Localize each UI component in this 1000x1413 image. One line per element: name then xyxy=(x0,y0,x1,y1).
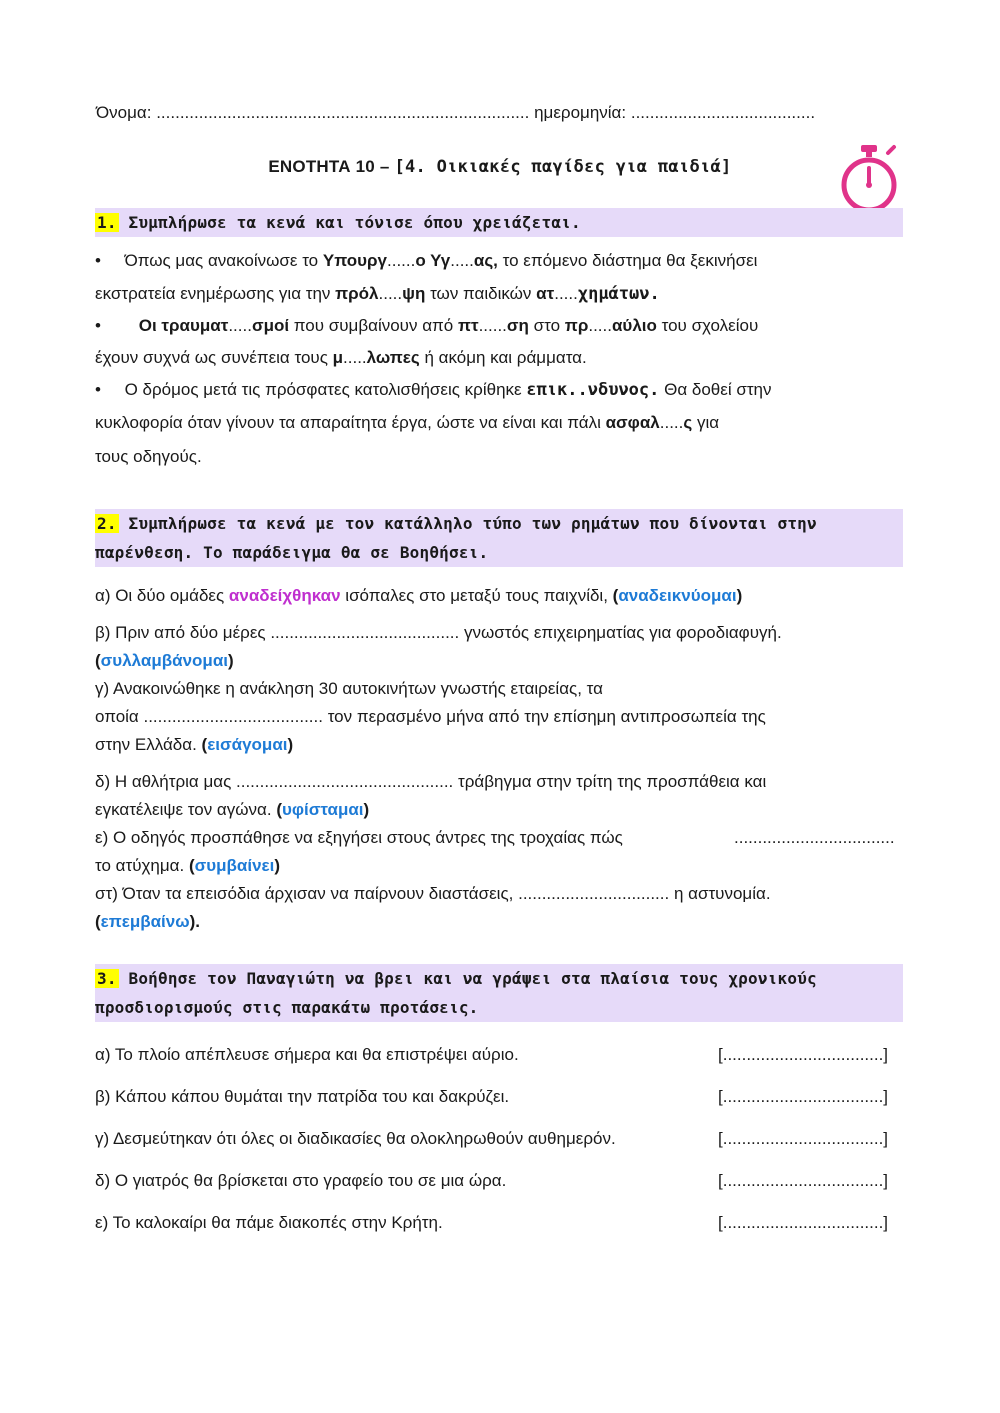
text-segment: αύλιο xyxy=(611,316,657,335)
text-segment: εκστρατεία ενημέρωσης για την xyxy=(95,284,336,303)
text-segment: χημάτων. xyxy=(577,284,660,304)
q2-item-d-line-2 xyxy=(95,800,369,820)
text-segment: στ) Όταν τα επεισόδια άρχισαν να παίρνουν διαστάσεις, ................................ η αστυνομία. xyxy=(95,884,771,903)
text-segment: ( xyxy=(612,586,619,605)
verb-hint: επεμβαίνω xyxy=(100,912,190,931)
bullet: • xyxy=(95,380,101,399)
text-segment: γ) Ανακοινώθηκε η ανάκληση 30 αυτοκινήτων γνωστής εταιρείας, τα xyxy=(95,679,603,698)
text-segment: ( xyxy=(201,735,208,754)
q2-instruction-bar xyxy=(95,509,903,567)
q3-instruction xyxy=(95,964,903,1022)
text-segment: πρόλ xyxy=(335,284,379,303)
verb-hint: συλλαμβάνομαι xyxy=(100,651,228,670)
q3-item-a-answer-box[interactable]: [..................................] xyxy=(718,1045,889,1064)
q1-instruction xyxy=(95,208,903,237)
text-segment: ) xyxy=(736,586,743,605)
text-segment: στην Ελλάδα. xyxy=(95,735,202,754)
name-blank[interactable]: ............................................................................... xyxy=(156,103,530,122)
text-segment: το επόμενο διάστημα θα ξεκινήσει xyxy=(497,251,758,270)
q1-paragraph-2-line-2 xyxy=(95,348,587,368)
text-segment: ) xyxy=(274,856,281,875)
q2-item-c-line-1 xyxy=(95,679,603,699)
q2-item-e-line-2 xyxy=(95,856,280,876)
q2-item-b-line-1 xyxy=(95,623,782,643)
blank[interactable]: ..... xyxy=(588,316,612,335)
text-segment: ς xyxy=(683,413,693,432)
text-segment: ). xyxy=(189,912,200,931)
text-segment: στο xyxy=(528,316,565,335)
text-segment: ) xyxy=(287,735,294,754)
q2-item-a xyxy=(95,586,742,606)
text-segment: εγκατέλειψε τον αγώνα. xyxy=(95,800,277,819)
date-blank[interactable]: ....................................... xyxy=(630,103,816,122)
title-dash: – xyxy=(379,157,390,176)
blank[interactable]: ..... xyxy=(554,284,578,303)
q3-item-d-text: δ) Ο γιατρός θα βρίσκεται στο γραφείο του σε μια ώρα. xyxy=(95,1171,507,1190)
verb-hint: υφίσταμαι xyxy=(281,800,364,819)
text-segment: ( xyxy=(276,800,282,819)
q1-instruction-text: Συμπλήρωσε τα κενά και τόνισε όπου χρειάζεται. xyxy=(128,213,581,232)
bullet: • xyxy=(95,251,101,270)
stopwatch-icon xyxy=(836,143,902,213)
unit-label: ΕΝΟΤΗΤΑ 10 xyxy=(268,157,375,176)
q1-paragraph-3-line-1 xyxy=(95,380,772,400)
q1-paragraph-3-line-3 xyxy=(95,447,202,467)
text-segment: ή ακόμη και ράμματα. xyxy=(419,348,587,367)
blank[interactable]: ..... xyxy=(450,251,474,270)
verb-hint: αναδεικνύομαι xyxy=(618,586,737,605)
q2-number: 2. xyxy=(97,514,117,533)
q3-item-a-text: α) Το πλοίο απέπλευσε σήμερα και θα επιστρέψει αύριο. xyxy=(95,1045,519,1064)
text-segment: ο Υγ xyxy=(415,251,451,270)
text-segment: ( xyxy=(95,651,101,670)
bullet: • xyxy=(95,316,101,335)
name-date-line xyxy=(96,103,815,123)
text-segment: σμοί xyxy=(251,316,290,335)
q3-item-b-answer-box[interactable]: [..................................] xyxy=(718,1087,889,1106)
text-segment: α) Οι δύο ομάδες xyxy=(95,586,229,605)
q1-instruction-bar xyxy=(95,208,903,237)
q3-instruction-bar xyxy=(95,964,903,1022)
q2-item-d-line-1 xyxy=(95,772,766,792)
text-segment: β) Πριν από δύο μέρες ........................................ γνωστός επιχειρηματίας για φοροδιαφυγή. xyxy=(95,623,782,642)
blank[interactable]: ...... xyxy=(478,316,507,335)
blank[interactable]: ..... xyxy=(378,284,403,303)
q1-paragraph-1-line-2 xyxy=(95,284,660,304)
blank[interactable]: επικ..νδυνος. xyxy=(526,380,660,400)
text-segment: πτ xyxy=(457,316,479,335)
q2-item-e-blank[interactable]: .................................. xyxy=(734,828,895,847)
q3-number: 3. xyxy=(97,969,117,988)
text-segment: Ο δρόμος μετά τις πρόσφατες κατολισθήσεις κρίθηκε xyxy=(124,380,527,399)
text-segment: ( xyxy=(95,912,101,931)
text-segment: ισόπαλες στο μεταξύ τους παιχνίδι, xyxy=(340,586,613,605)
text-segment: Οι τραυματ xyxy=(138,316,229,335)
q3-item-c-text: γ) Δεσμεύτηκαν ότι όλες οι διαδικασίες θα ολοκληρωθούν αυθημερόν. xyxy=(95,1129,616,1148)
blank[interactable]: ..... xyxy=(228,316,252,335)
q3-item-e-answer-box[interactable]: [..................................] xyxy=(718,1213,889,1232)
blank[interactable]: ..... xyxy=(659,413,684,432)
q3-item-d-answer-box[interactable]: [..................................] xyxy=(718,1171,889,1190)
q3-instruction-line-2: προσδιορισμούς στις παρακάτω προτάσεις. xyxy=(95,998,479,1017)
text-segment: για xyxy=(692,413,720,432)
q2-item-c-line-2 xyxy=(95,707,766,727)
text-segment: ) xyxy=(228,651,234,670)
lesson-subtitle: [4. Οικιακές παγίδες για παιδιά] xyxy=(394,157,732,177)
q2-item-c-line-3 xyxy=(95,735,293,755)
text-segment: του σχολείου xyxy=(656,316,759,335)
text-segment: ) xyxy=(363,800,370,819)
text-segment: Θα δοθεί στην xyxy=(659,380,772,399)
text-segment: κυκλοφορία όταν γίνουν τα απαραίτητα έργα, ώστε να είναι και πάλι xyxy=(95,413,606,432)
date-label: ημερομηνία: xyxy=(534,103,627,122)
q3-instruction-line-1: Βοήθησε τον Παναγιώτη να βρει και να γράψει στα πλαίσια τους χρονικούς xyxy=(128,969,817,988)
q1-paragraph-1-line-1 xyxy=(95,251,757,271)
text-segment: των παιδικών xyxy=(425,284,537,303)
text-segment: τους οδηγούς. xyxy=(95,447,202,466)
text-segment: ση xyxy=(506,316,529,335)
text-segment: ασφαλ xyxy=(605,413,660,432)
text-segment: Όπως μας ανακοίνωσε το xyxy=(124,251,323,270)
q2-item-f-line-2 xyxy=(95,912,200,932)
verb-hint: εισάγομαι xyxy=(207,735,288,754)
text-segment: που συμβαίνουν από xyxy=(289,316,458,335)
q2-item-b-line-2 xyxy=(95,651,234,671)
q3-item-b-text: β) Κάπου κάπου θυμάται την πατρίδα του και δακρύζει. xyxy=(95,1087,510,1106)
q2-instruction-line-2: παρένθεση. Το παράδειγμα θα σε Βοηθήσει. xyxy=(95,543,489,562)
q1-number: 1. xyxy=(97,213,117,232)
q2-item-f-line-1 xyxy=(95,884,771,904)
verb-hint: συμβαίνει xyxy=(194,856,275,875)
text-segment: δ) Η αθλήτρια μας .............................................. τράβηγμα στην τρίτη της προσπάθεια και xyxy=(95,772,767,791)
q1-paragraph-2-line-1 xyxy=(95,316,758,336)
blank[interactable]: ..... xyxy=(343,348,367,367)
name-label: Όνομα: xyxy=(96,103,152,122)
q3-item-e-text: ε) Το καλοκαίρι θα πάμε διακοπές στην Κρήτη. xyxy=(95,1213,443,1232)
text-segment: λωπες xyxy=(366,348,420,367)
text-segment: ατ xyxy=(536,284,555,303)
text-segment: έχουν συχνά ως συνέπεια τους xyxy=(95,348,333,367)
q2-instruction-line-1: Συμπλήρωσε τα κενά με τον κατάλληλο τύπο των ρημάτων που δίνονται στην xyxy=(128,514,817,533)
example-answer: αναδείχθηκαν xyxy=(228,586,341,605)
text-segment: μ xyxy=(332,348,344,367)
text-segment: το ατύχημα. xyxy=(95,856,189,875)
q3-item-c-answer-box[interactable]: [..................................] xyxy=(718,1129,889,1148)
q1-paragraph-3-line-2 xyxy=(95,413,719,433)
text-segment: οποία ...................................... τον περασμένο μήνα από την επίσημη αντιπροσωπεία της xyxy=(95,707,766,726)
text-segment: ( xyxy=(188,856,195,875)
q2-instruction xyxy=(95,509,903,567)
blank[interactable]: ...... xyxy=(387,251,416,270)
text-segment: ψη xyxy=(402,284,426,303)
q2-item-e-line-1 xyxy=(95,828,623,848)
text-segment: Υπουργ xyxy=(322,251,387,270)
text-segment: ε) Ο οδηγός προσπάθησε να εξηγήσει στους άντρες της τροχαίας πώς xyxy=(95,828,623,847)
text-segment: πρ xyxy=(564,316,589,335)
text-segment: ας, xyxy=(473,251,498,270)
